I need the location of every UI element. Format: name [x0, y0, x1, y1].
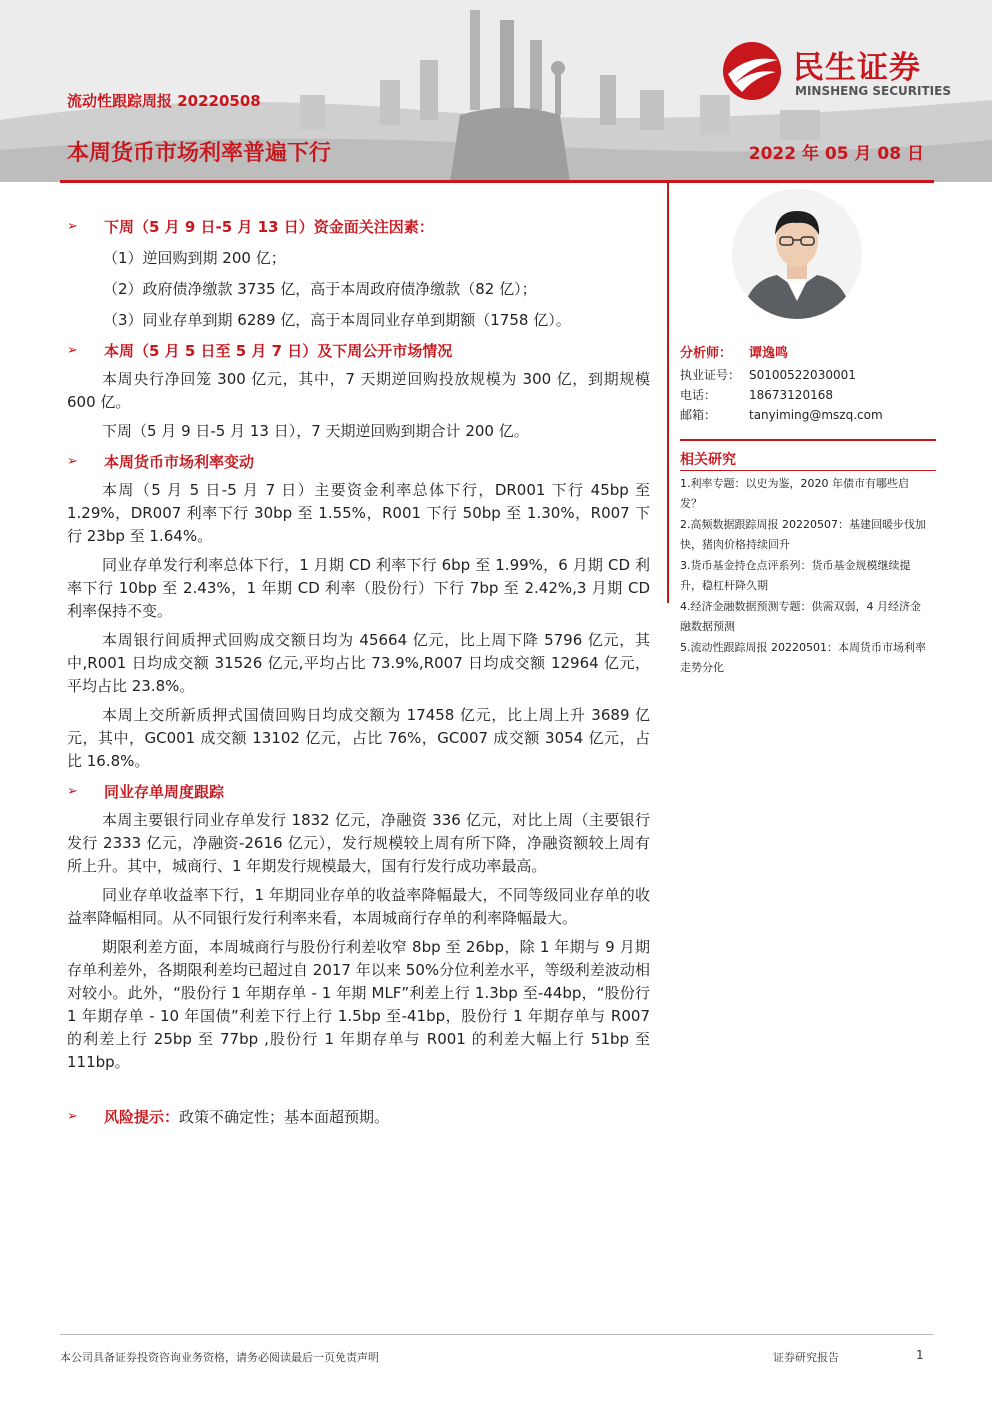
- page-number: 1: [916, 1348, 924, 1362]
- column-divider: [667, 183, 669, 603]
- analyst-email-row: 邮箱： tanyiming@mszq.com: [680, 408, 883, 422]
- sidebar-divider: [680, 439, 936, 441]
- logo-text-cn: 民生证券: [793, 50, 921, 86]
- risk-text: 政策不确定性；基本面超预期。: [179, 1108, 390, 1126]
- paragraph: 期限利差方面，本周城商行与股份行利差收窄 8bp 至 26bp，除 1 年期与 9 月期存单利差外，各期限利差均已超过自 2017 年以来 50%分位利差水平，等级利差波动相对较小。此外，“股份行 1 年期存单 - 1 年期 MLF”利差上行 1.3bp 至-44bp，“股份行 1 年期存单 - 10 年国债”利差下行上行 1.5bp 至-41bp，股份行 1 年期存单与 R007 的利差上行 25bp 至 77bp ,股份行 1 年期存单与 R001 的利差大幅上行 51bp 至 111bp。: [67, 938, 650, 1071]
- list-item: （2）政府债净缴款 3735 亿，高于本周政府债净缴款（82 亿）；: [103, 280, 537, 298]
- section-heading: ➢ 本周货币市场利率变动: [67, 449, 650, 475]
- footer-divider: [60, 1334, 934, 1335]
- header-divider: [60, 180, 934, 183]
- main-column: [67, 214, 650, 1130]
- section-heading: ➢ 同业存单周度跟踪: [67, 779, 650, 805]
- analyst-name-row: 分析师： 谭逸鸣: [680, 346, 789, 361]
- logo-text-en: MINSHENG SECURITIES: [795, 84, 951, 98]
- paragraph: 本周上交所新质押式国债回购日均成交额为 17458 亿元，比上周上升 3689 亿元，其中，GC001 成交额 13102 亿元，占比 76%，GC007 成交额 3054 亿元，占比 16.8%。: [67, 706, 650, 770]
- related-research-title: 相关研究: [680, 452, 736, 468]
- analyst-phone-row: 电话： 18673120168: [680, 388, 833, 402]
- chevron-right-icon: ➢: [67, 454, 78, 469]
- paragraph: 同业存单发行利率总体下行，1 月期 CD 利率下行 6bp 至 1.99%，6 月期 CD 利率下行 10bp 至 2.43%，1 年期 CD 利率（股份行）下行 7bp 至 2.42%,3 月期 CD 利率保持不变。: [67, 556, 650, 620]
- related-research-list: [680, 474, 930, 679]
- person-icon: [732, 189, 862, 319]
- logo-mark-icon: [720, 40, 784, 102]
- chevron-right-icon: ➢: [67, 784, 78, 799]
- list-item: （1）逆回购到期 200 亿；: [103, 249, 286, 267]
- risk-label: 风险提示：: [104, 1108, 180, 1126]
- paragraph: 本周（5 月 5 日-5 月 7 日）主要资金利率总体下行，DR001 下行 45bp 至 1.29%，DR007 利率下行 30bp 至 1.55%，R001 下行 50bp 至 1.30%，R007 下行 23bp 至 1.64%。: [67, 481, 650, 545]
- company-logo: [720, 40, 970, 102]
- analyst-email-link[interactable]: tanyiming@mszq.com: [749, 408, 883, 422]
- related-research-item[interactable]: 2.高频数据跟踪周报 20220507：基建回暖步伐加快，猪肉价格持续回升: [680, 518, 926, 551]
- list-item: （3）同业存单到期 6289 亿，高于本周同业存单到期额（1758 亿）。: [103, 311, 571, 329]
- related-research-item[interactable]: 3.货币基金持仓点评系列：货币基金规模继续提升，稳杠杆降久期: [680, 559, 911, 592]
- chevron-right-icon: ➢: [67, 1109, 78, 1124]
- related-research-item[interactable]: 1.利率专题：以史为鉴，2020 年债市有哪些启发？: [680, 477, 909, 510]
- paragraph: 本周银行间质押式回购成交额日均为 45664 亿元，比上周下降 5796 亿元，其中,R001 日均成交额 31526 亿元,平均占比 73.9%,R007 日均成交额 12964 亿元，平均占比 23.8%。: [67, 631, 650, 695]
- report-header: [0, 0, 992, 182]
- report-series: 流动性跟踪周报 20220508: [67, 92, 261, 110]
- paragraph: 同业存单收益率下行，1 年期同业存单的收益率降幅最大，不同等级同业存单的收益率降幅相同。从不同银行发行利率来看，本周城商行存单的利率降幅最大。: [67, 886, 650, 927]
- section-heading: ➢ 下周（5 月 9 日-5 月 13 日）资金面关注因素：: [67, 214, 650, 240]
- paragraph: 下周（5 月 9 日-5 月 13 日），7 天期逆回购到期合计 200 亿。: [102, 422, 529, 440]
- footer-disclaimer: 本公司具备证券投资咨询业务资格，请务必阅读最后一页免责声明: [60, 1351, 379, 1364]
- related-research-item[interactable]: 5.流动性跟踪周报 20220501：本周货币市场利率走势分化: [680, 641, 926, 674]
- report-title: 本周货币市场利率普遍下行: [67, 141, 332, 166]
- paragraph: 本周主要银行同业存单发行 1832 亿元，净融资 336 亿元，对比上周（主要银行发行 2333 亿元，净融资-2616 亿元），发行规模较上周有所下降，净融资额较上周有所上升。其中，城商行、1 年期发行规模最大，国有行发行成功率最高。: [67, 811, 650, 875]
- footer-report-type: 证券研究报告: [773, 1351, 839, 1364]
- section-heading: ➢ 本周（5 月 5 日至 5 月 7 日）及下周公开市场情况: [67, 338, 650, 364]
- chevron-right-icon: ➢: [67, 219, 78, 234]
- related-research-item[interactable]: 4.经济金融数据预测专题：供需双弱，4 月经济金融数据预测: [680, 600, 921, 633]
- analyst-name: 谭逸鸣: [749, 346, 789, 361]
- report-date: 2022 年 05 月 08 日: [748, 144, 924, 164]
- analyst-avatar: [732, 189, 862, 319]
- analyst-cert-row: 执业证号： S0100522030001: [680, 368, 856, 382]
- related-divider: [680, 470, 936, 471]
- paragraph: 本周央行净回笼 300 亿元，其中，7 天期逆回购投放规模为 300 亿，到期规模 600 亿。: [67, 370, 650, 411]
- risk-warning: [67, 1104, 650, 1130]
- chevron-right-icon: ➢: [67, 343, 78, 358]
- analyst-info: [680, 343, 936, 425]
